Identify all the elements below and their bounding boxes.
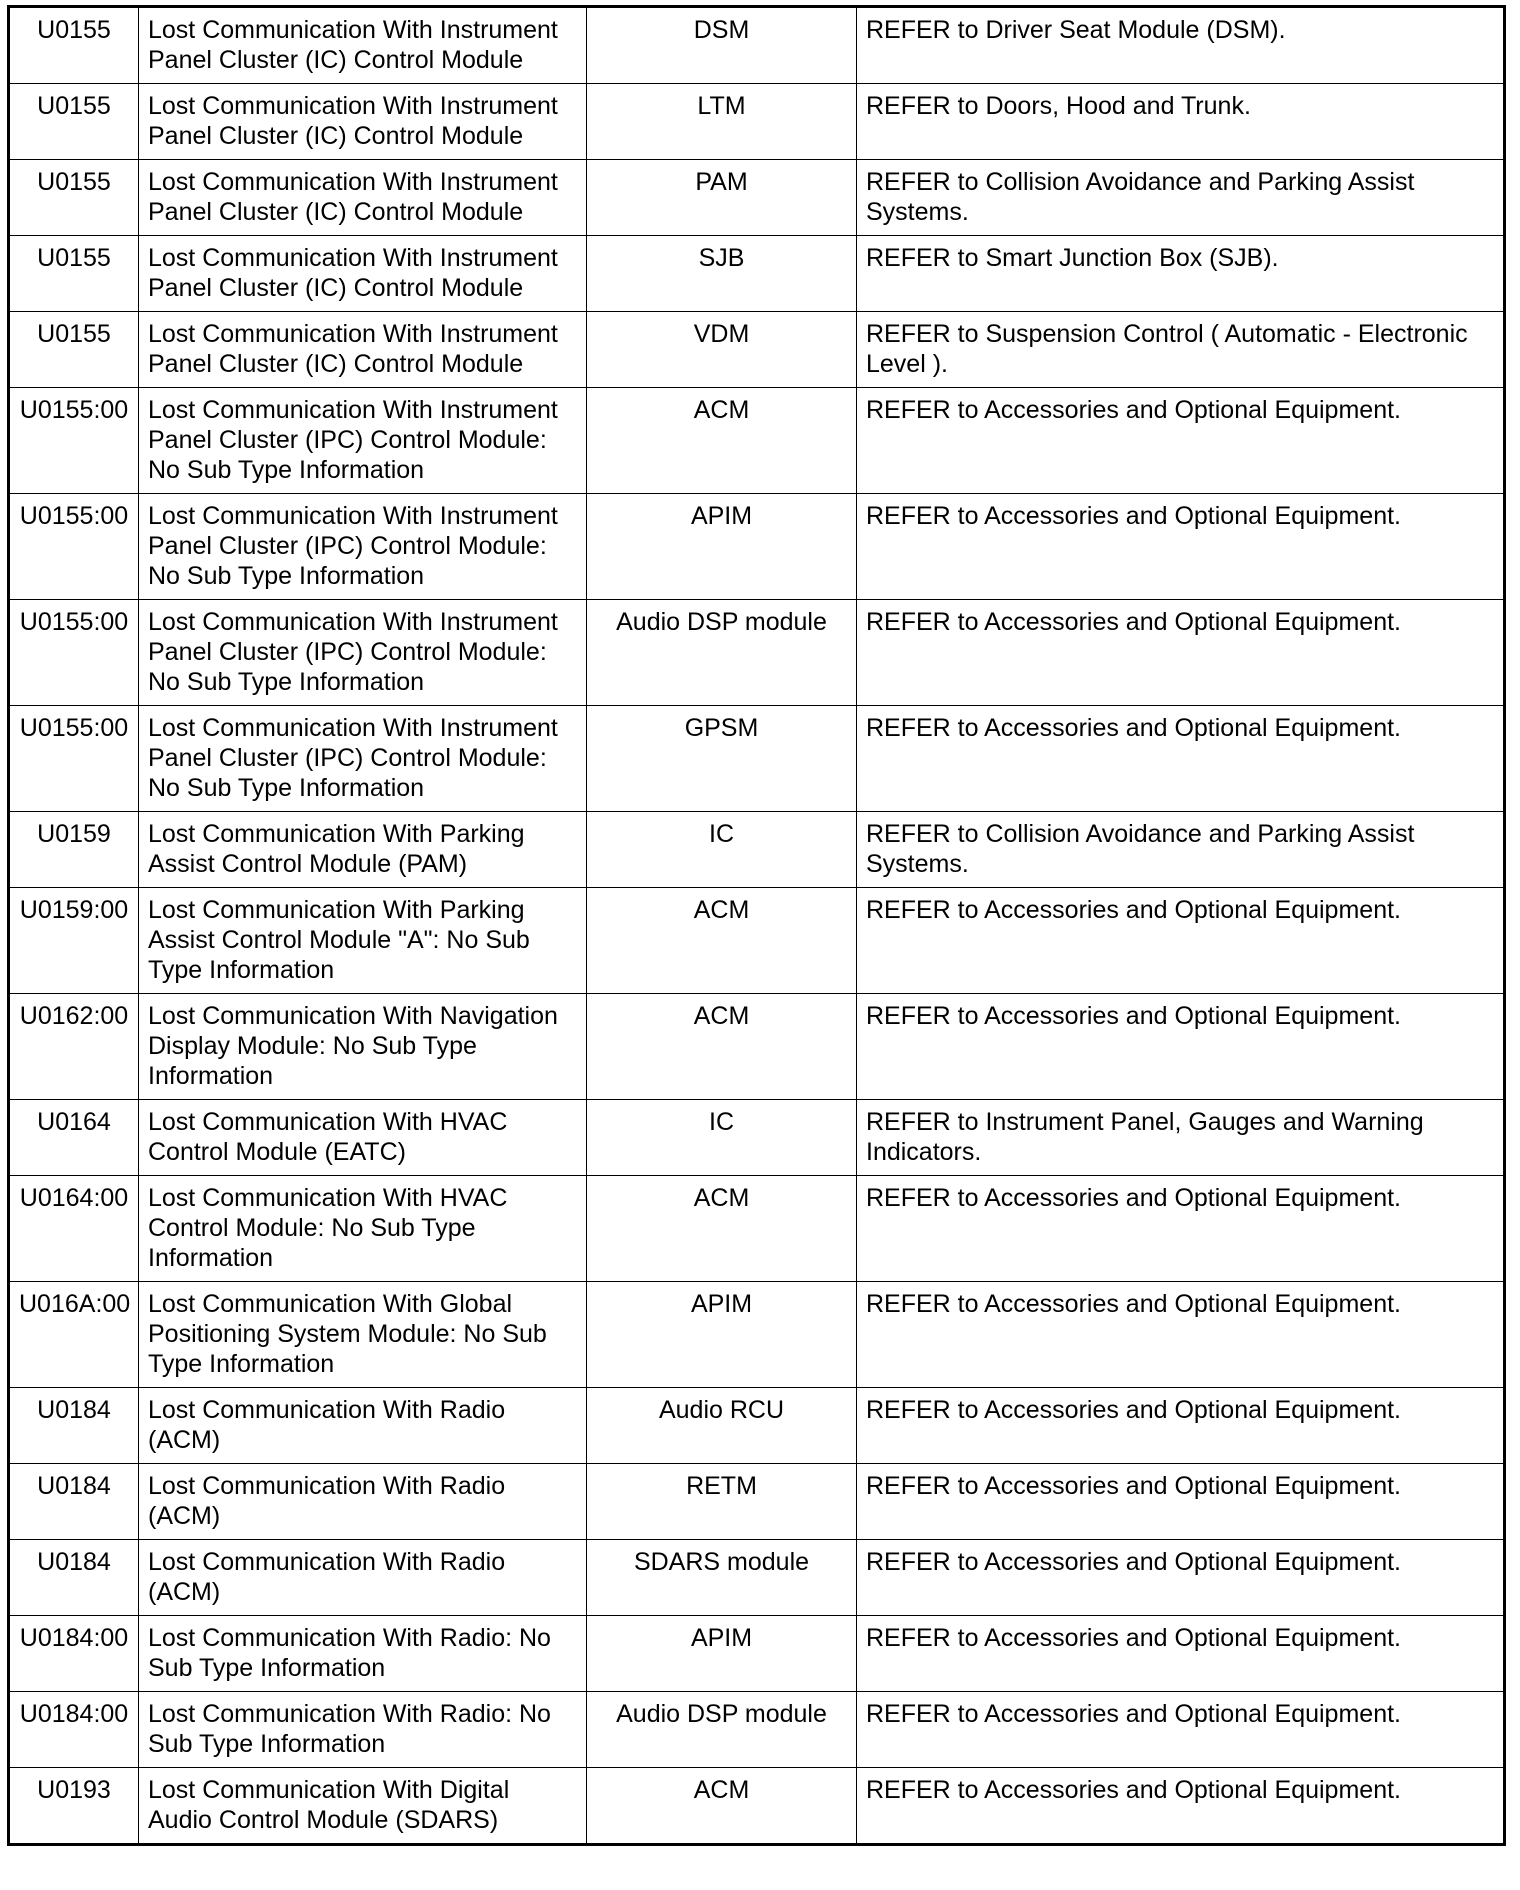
module-cell: LTM bbox=[587, 84, 857, 160]
dtc-description-cell: Lost Communication With Radio (ACM) bbox=[139, 1540, 587, 1616]
dtc-code-cell: U0155 bbox=[9, 160, 139, 236]
dtc-code-cell: U0184:00 bbox=[9, 1616, 139, 1692]
module-cell: Audio DSP module bbox=[587, 600, 857, 706]
table-row bbox=[9, 600, 1505, 706]
table-row bbox=[9, 1388, 1505, 1464]
table-row bbox=[9, 1692, 1505, 1768]
table-row bbox=[9, 1176, 1505, 1282]
module-cell: ACM bbox=[587, 1176, 857, 1282]
dtc-code-cell: U0184 bbox=[9, 1540, 139, 1616]
dtc-code-cell: U0155 bbox=[9, 7, 139, 84]
module-cell: DSM bbox=[587, 7, 857, 84]
module-cell: SJB bbox=[587, 236, 857, 312]
dtc-description-cell: Lost Communication With Radio (ACM) bbox=[139, 1464, 587, 1540]
dtc-description-cell: Lost Communication With Radio (ACM) bbox=[139, 1388, 587, 1464]
table-row bbox=[9, 1282, 1505, 1388]
dtc-description-cell: Lost Communication With Navigation Display Module: No Sub Type Information bbox=[139, 994, 587, 1100]
table-row bbox=[9, 494, 1505, 600]
table-row bbox=[9, 888, 1505, 994]
dtc-code-cell: U016A:00 bbox=[9, 1282, 139, 1388]
action-cell: REFER to Accessories and Optional Equipment. bbox=[857, 888, 1505, 994]
dtc-description-cell: Lost Communication With Global Positioning System Module: No Sub Type Information bbox=[139, 1282, 587, 1388]
action-cell: REFER to Collision Avoidance and Parking Assist Systems. bbox=[857, 812, 1505, 888]
dtc-table bbox=[7, 5, 1506, 1846]
module-cell: Audio DSP module bbox=[587, 1692, 857, 1768]
dtc-code-cell: U0155:00 bbox=[9, 494, 139, 600]
action-cell: REFER to Accessories and Optional Equipment. bbox=[857, 1768, 1505, 1845]
action-cell: REFER to Accessories and Optional Equipment. bbox=[857, 994, 1505, 1100]
action-cell: REFER to Suspension Control ( Automatic - Electronic Level ). bbox=[857, 312, 1505, 388]
action-cell: REFER to Accessories and Optional Equipment. bbox=[857, 388, 1505, 494]
dtc-description-cell: Lost Communication With Radio: No Sub Type Information bbox=[139, 1692, 587, 1768]
dtc-code-cell: U0155 bbox=[9, 312, 139, 388]
dtc-code-cell: U0164 bbox=[9, 1100, 139, 1176]
module-cell: IC bbox=[587, 812, 857, 888]
dtc-description-cell: Lost Communication With Instrument Panel Cluster (IPC) Control Module: No Sub Type Information bbox=[139, 706, 587, 812]
table-row bbox=[9, 236, 1505, 312]
table-row bbox=[9, 1464, 1505, 1540]
action-cell: REFER to Accessories and Optional Equipment. bbox=[857, 706, 1505, 812]
module-cell: RETM bbox=[587, 1464, 857, 1540]
dtc-description-cell: Lost Communication With Instrument Panel Cluster (IC) Control Module bbox=[139, 312, 587, 388]
module-cell: APIM bbox=[587, 1282, 857, 1388]
action-cell: REFER to Accessories and Optional Equipment. bbox=[857, 1540, 1505, 1616]
action-cell: REFER to Accessories and Optional Equipment. bbox=[857, 600, 1505, 706]
dtc-code-cell: U0159 bbox=[9, 812, 139, 888]
dtc-code-cell: U0155:00 bbox=[9, 706, 139, 812]
dtc-description-cell: Lost Communication With HVAC Control Module (EATC) bbox=[139, 1100, 587, 1176]
dtc-description-cell: Lost Communication With Parking Assist Control Module (PAM) bbox=[139, 812, 587, 888]
table-row bbox=[9, 7, 1505, 84]
dtc-code-cell: U0164:00 bbox=[9, 1176, 139, 1282]
action-cell: REFER to Accessories and Optional Equipment. bbox=[857, 1464, 1505, 1540]
module-cell: ACM bbox=[587, 1768, 857, 1845]
module-cell: IC bbox=[587, 1100, 857, 1176]
dtc-description-cell: Lost Communication With Instrument Panel Cluster (IC) Control Module bbox=[139, 7, 587, 84]
module-cell: SDARS module bbox=[587, 1540, 857, 1616]
dtc-description-cell: Lost Communication With Parking Assist Control Module "A": No Sub Type Information bbox=[139, 888, 587, 994]
action-cell: REFER to Instrument Panel, Gauges and Warning Indicators. bbox=[857, 1100, 1505, 1176]
dtc-description-cell: Lost Communication With Instrument Panel Cluster (IPC) Control Module: No Sub Type Information bbox=[139, 388, 587, 494]
dtc-description-cell: Lost Communication With Instrument Panel Cluster (IPC) Control Module: No Sub Type Information bbox=[139, 494, 587, 600]
module-cell: Audio RCU bbox=[587, 1388, 857, 1464]
dtc-description-cell: Lost Communication With Digital Audio Control Module (SDARS) bbox=[139, 1768, 587, 1845]
table-row bbox=[9, 1100, 1505, 1176]
module-cell: ACM bbox=[587, 888, 857, 994]
module-cell: VDM bbox=[587, 312, 857, 388]
action-cell: REFER to Driver Seat Module (DSM). bbox=[857, 7, 1505, 84]
dtc-code-cell: U0159:00 bbox=[9, 888, 139, 994]
dtc-code-cell: U0184 bbox=[9, 1464, 139, 1540]
dtc-description-cell: Lost Communication With Instrument Panel Cluster (IC) Control Module bbox=[139, 160, 587, 236]
dtc-code-cell: U0155 bbox=[9, 236, 139, 312]
action-cell: REFER to Accessories and Optional Equipment. bbox=[857, 1282, 1505, 1388]
module-cell: ACM bbox=[587, 388, 857, 494]
dtc-code-cell: U0184:00 bbox=[9, 1692, 139, 1768]
dtc-code-cell: U0155:00 bbox=[9, 388, 139, 494]
dtc-table-page bbox=[7, 5, 1503, 1846]
dtc-description-cell: Lost Communication With HVAC Control Module: No Sub Type Information bbox=[139, 1176, 587, 1282]
dtc-code-cell: U0155:00 bbox=[9, 600, 139, 706]
table-row bbox=[9, 1768, 1505, 1845]
table-row bbox=[9, 84, 1505, 160]
dtc-description-cell: Lost Communication With Instrument Panel Cluster (IC) Control Module bbox=[139, 84, 587, 160]
table-row bbox=[9, 312, 1505, 388]
table-row bbox=[9, 1540, 1505, 1616]
table-row bbox=[9, 1616, 1505, 1692]
action-cell: REFER to Accessories and Optional Equipment. bbox=[857, 1388, 1505, 1464]
module-cell: ACM bbox=[587, 994, 857, 1100]
table-row bbox=[9, 388, 1505, 494]
module-cell: APIM bbox=[587, 1616, 857, 1692]
module-cell: PAM bbox=[587, 160, 857, 236]
action-cell: REFER to Accessories and Optional Equipment. bbox=[857, 1616, 1505, 1692]
dtc-description-cell: Lost Communication With Instrument Panel Cluster (IC) Control Module bbox=[139, 236, 587, 312]
table-row bbox=[9, 160, 1505, 236]
dtc-code-cell: U0184 bbox=[9, 1388, 139, 1464]
table-row bbox=[9, 706, 1505, 812]
table-row bbox=[9, 994, 1505, 1100]
table-row bbox=[9, 812, 1505, 888]
dtc-description-cell: Lost Communication With Instrument Panel Cluster (IPC) Control Module: No Sub Type Information bbox=[139, 600, 587, 706]
action-cell: REFER to Accessories and Optional Equipment. bbox=[857, 1176, 1505, 1282]
action-cell: REFER to Smart Junction Box (SJB). bbox=[857, 236, 1505, 312]
dtc-code-cell: U0193 bbox=[9, 1768, 139, 1845]
dtc-code-cell: U0155 bbox=[9, 84, 139, 160]
action-cell: REFER to Doors, Hood and Trunk. bbox=[857, 84, 1505, 160]
action-cell: REFER to Accessories and Optional Equipment. bbox=[857, 1692, 1505, 1768]
action-cell: REFER to Accessories and Optional Equipment. bbox=[857, 494, 1505, 600]
dtc-description-cell: Lost Communication With Radio: No Sub Type Information bbox=[139, 1616, 587, 1692]
module-cell: APIM bbox=[587, 494, 857, 600]
module-cell: GPSM bbox=[587, 706, 857, 812]
action-cell: REFER to Collision Avoidance and Parking Assist Systems. bbox=[857, 160, 1505, 236]
dtc-code-cell: U0162:00 bbox=[9, 994, 139, 1100]
